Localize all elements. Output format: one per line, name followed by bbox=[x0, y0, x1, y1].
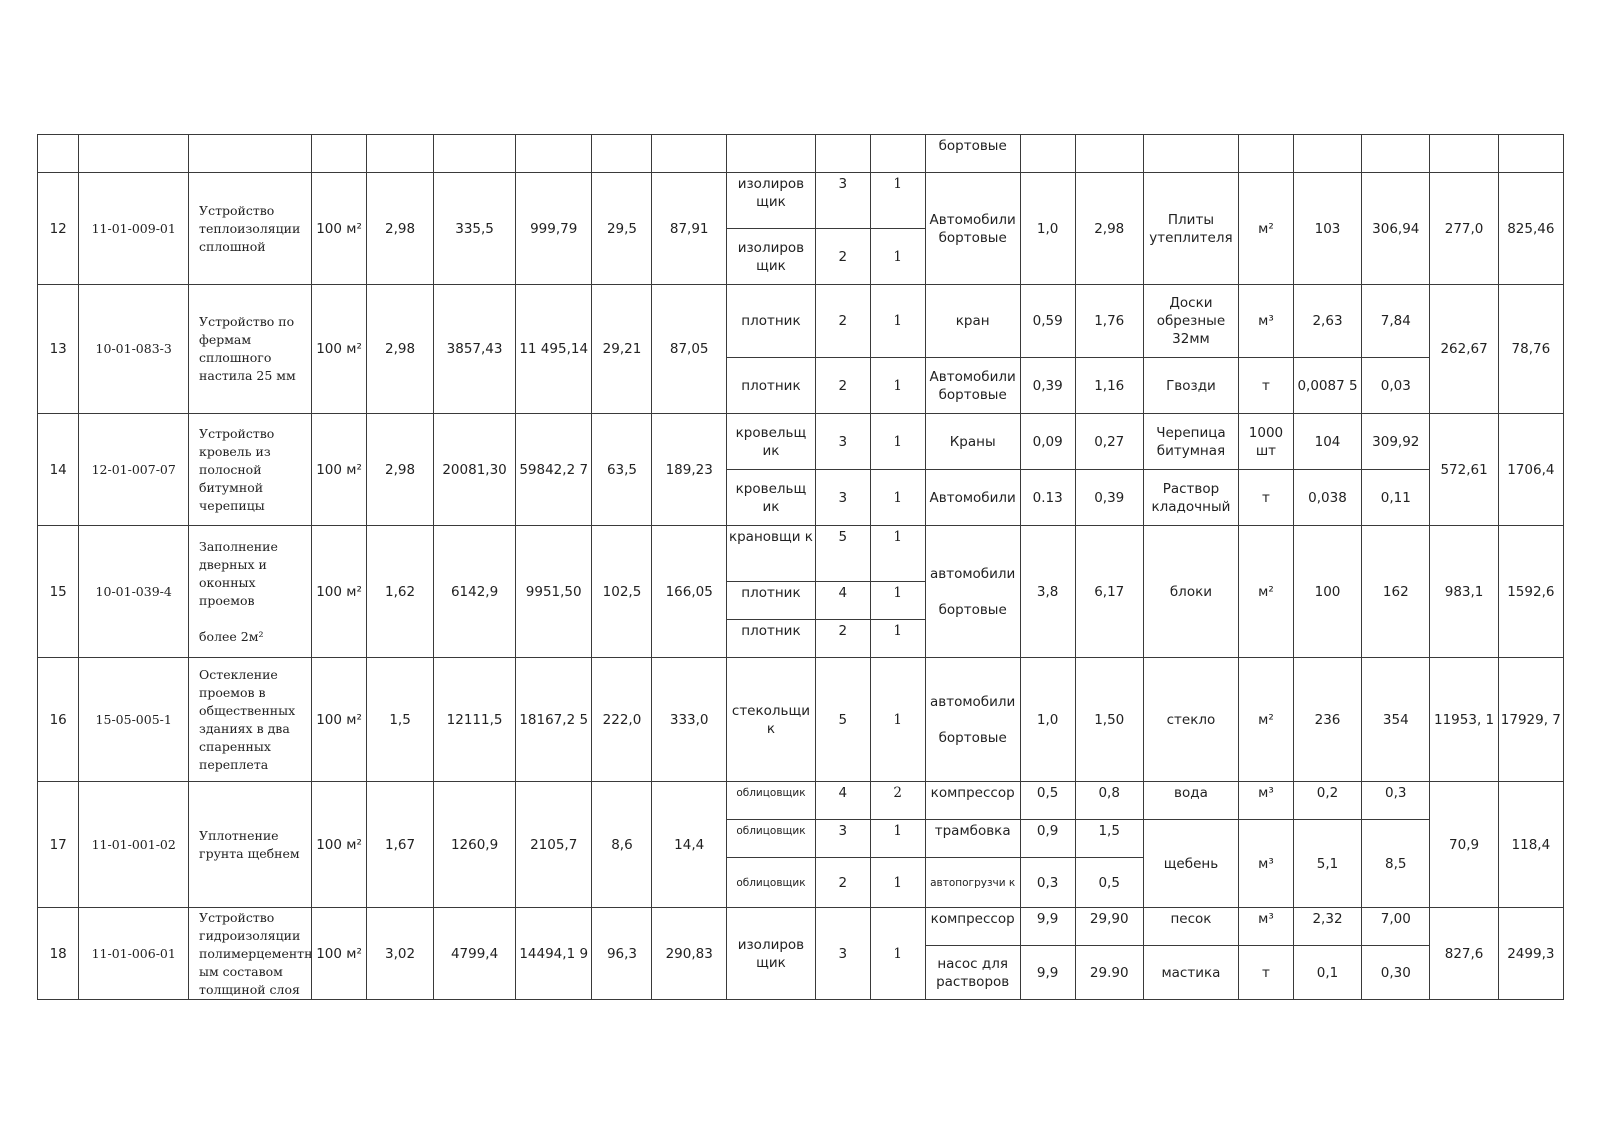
machine-name: насос для растворов bbox=[925, 946, 1020, 1000]
machine-total: 29.90 bbox=[1075, 946, 1143, 1000]
machine-name: автопогрузчи к bbox=[925, 858, 1020, 908]
machine-per-unit: 0,3 bbox=[1020, 858, 1075, 908]
worker-count: 2 bbox=[870, 782, 925, 820]
cell bbox=[366, 135, 433, 173]
labor-per-unit: 8,6 bbox=[592, 782, 652, 908]
machine-name: кран bbox=[925, 285, 1020, 358]
total-cost: 18167,2 5 bbox=[515, 658, 592, 782]
unit: 100 м² bbox=[312, 526, 367, 658]
cell bbox=[1498, 135, 1563, 173]
machine-total: 1,76 bbox=[1075, 285, 1143, 358]
machine-name: трамбовка bbox=[925, 820, 1020, 858]
material-unit-cost: 11953, 1 bbox=[1430, 658, 1498, 782]
worker-profession: изолиров щик bbox=[726, 173, 815, 229]
cell bbox=[726, 135, 815, 173]
cell bbox=[1293, 135, 1361, 173]
material-total: 0,30 bbox=[1362, 946, 1430, 1000]
worker-grade: 3 bbox=[815, 414, 870, 470]
row-number: 12 bbox=[38, 173, 79, 285]
desc-extra: более 2м² bbox=[199, 628, 264, 644]
machine-per-unit: 0.13 bbox=[1020, 470, 1075, 526]
desc-main: Заполнение дверных и оконных проемов bbox=[199, 538, 278, 608]
unit: 100 м² bbox=[312, 782, 367, 908]
unit-cost: 4799,4 bbox=[434, 908, 516, 1000]
quantity: 1,62 bbox=[366, 526, 433, 658]
machine-name: компрессор bbox=[925, 782, 1020, 820]
material-total: 0,3 bbox=[1362, 782, 1430, 820]
cell bbox=[652, 135, 726, 173]
material-per-unit: 236 bbox=[1293, 658, 1361, 782]
material-total: 7,00 bbox=[1362, 908, 1430, 946]
material-per-unit: 0,2 bbox=[1293, 782, 1361, 820]
worker-grade: 3 bbox=[815, 908, 870, 1000]
cell bbox=[1430, 135, 1498, 173]
machine-per-unit: 1,0 bbox=[1020, 658, 1075, 782]
machine-name: Автомобили bbox=[925, 470, 1020, 526]
norm-code: 10-01-083-3 bbox=[79, 285, 189, 414]
cell bbox=[1143, 135, 1238, 173]
norm-code: 11-01-001-02 bbox=[79, 782, 189, 908]
machine-total: 0,39 bbox=[1075, 470, 1143, 526]
machine-per-unit: 0,9 bbox=[1020, 820, 1075, 858]
material-unit-cost: 827,6 bbox=[1430, 908, 1498, 1000]
labor-total: 290,83 bbox=[652, 908, 726, 1000]
material-total: 306,94 bbox=[1362, 173, 1430, 285]
unit-cost: 12111,5 bbox=[434, 658, 516, 782]
worker-count: 1 bbox=[870, 526, 925, 582]
worker-profession: плотник bbox=[726, 358, 815, 414]
total-cost: 11 495,14 bbox=[515, 285, 592, 414]
material-total-cost: 2499,3 bbox=[1498, 908, 1563, 1000]
material-name: мастика bbox=[1143, 946, 1238, 1000]
cell bbox=[815, 135, 870, 173]
material-name: песок bbox=[1143, 908, 1238, 946]
worker-grade: 4 bbox=[815, 782, 870, 820]
worker-profession: плотник bbox=[726, 582, 815, 620]
worker-profession: кровельщ ик bbox=[726, 414, 815, 470]
material-name: блоки bbox=[1143, 526, 1238, 658]
material-total: 309,92 bbox=[1362, 414, 1430, 470]
table-row-18 bbox=[38, 908, 1564, 946]
worker-count: 1 bbox=[870, 173, 925, 229]
worker-count: 1 bbox=[870, 414, 925, 470]
machine-per-unit: 0,09 bbox=[1020, 414, 1075, 470]
table-row-17 bbox=[38, 782, 1564, 820]
work-description: Устройство гидроизоляции полимерцементн ым составом толщиной слоя bbox=[189, 908, 312, 1000]
labor-per-unit: 29,21 bbox=[592, 285, 652, 414]
material-unit-cost: 70,9 bbox=[1430, 782, 1498, 908]
worker-profession: стекольщи к bbox=[726, 658, 815, 782]
worker-profession: облицовщик bbox=[726, 858, 815, 908]
material-unit: м² bbox=[1239, 173, 1294, 285]
machine-per-unit: 0,39 bbox=[1020, 358, 1075, 414]
material-name: Гвозди bbox=[1143, 358, 1238, 414]
estimate-table bbox=[37, 134, 1564, 1000]
row-number: 15 bbox=[38, 526, 79, 658]
machine-name-line2: бортовые bbox=[938, 729, 1007, 746]
material-total-cost: 825,46 bbox=[1498, 173, 1563, 285]
work-description bbox=[189, 526, 312, 658]
worker-count: 1 bbox=[870, 858, 925, 908]
material-unit: т bbox=[1239, 358, 1294, 414]
machine-total: 1,5 bbox=[1075, 820, 1143, 858]
material-per-unit: 0,0087 5 bbox=[1293, 358, 1361, 414]
total-cost: 999,79 bbox=[515, 173, 592, 285]
labor-per-unit: 63,5 bbox=[592, 414, 652, 526]
worker-count: 1 bbox=[870, 908, 925, 1000]
unit-cost: 6142,9 bbox=[434, 526, 516, 658]
machine-name bbox=[925, 526, 1020, 658]
material-name: Плиты утеплителя bbox=[1143, 173, 1238, 285]
machine-total: 29,90 bbox=[1075, 908, 1143, 946]
material-per-unit: 100 bbox=[1293, 526, 1361, 658]
material-total-cost: 1592,6 bbox=[1498, 526, 1563, 658]
norm-code: 11-01-009-01 bbox=[79, 173, 189, 285]
worker-grade: 3 bbox=[815, 820, 870, 858]
quantity: 2,98 bbox=[366, 285, 433, 414]
table-row-12 bbox=[38, 173, 1564, 229]
worker-count: 1 bbox=[870, 358, 925, 414]
labor-total: 14,4 bbox=[652, 782, 726, 908]
labor-total: 87,91 bbox=[652, 173, 726, 285]
worker-grade: 2 bbox=[815, 358, 870, 414]
machine-total: 0,27 bbox=[1075, 414, 1143, 470]
material-name: щебень bbox=[1143, 820, 1238, 908]
table-row-15 bbox=[38, 526, 1564, 582]
quantity: 3,02 bbox=[366, 908, 433, 1000]
machine-total: 1,16 bbox=[1075, 358, 1143, 414]
machine-name: Краны bbox=[925, 414, 1020, 470]
cell bbox=[1075, 135, 1143, 173]
cell bbox=[515, 135, 592, 173]
machine-name bbox=[925, 658, 1020, 782]
machine-name-line1: автомобили bbox=[930, 693, 1016, 710]
worker-grade: 2 bbox=[815, 285, 870, 358]
table-row-13 bbox=[38, 285, 1564, 358]
material-unit: м² bbox=[1239, 526, 1294, 658]
material-total: 162 bbox=[1362, 526, 1430, 658]
unit-cost: 335,5 bbox=[434, 173, 516, 285]
table-row-14 bbox=[38, 414, 1564, 470]
cell bbox=[434, 135, 516, 173]
machine-name-line1: автомобили bbox=[930, 565, 1016, 582]
cell bbox=[38, 135, 79, 173]
norm-code: 11-01-006-01 bbox=[79, 908, 189, 1000]
work-description: Устройство теплоизоляции сплошной bbox=[189, 173, 312, 285]
labor-total: 189,23 bbox=[652, 414, 726, 526]
material-unit: м³ bbox=[1239, 782, 1294, 820]
unit-cost: 3857,43 bbox=[434, 285, 516, 414]
work-description: Уплотнение грунта щебнем bbox=[189, 782, 312, 908]
machine-per-unit: 3,8 bbox=[1020, 526, 1075, 658]
machine-per-unit: 9,9 bbox=[1020, 946, 1075, 1000]
worker-grade: 2 bbox=[815, 858, 870, 908]
norm-code: 12-01-007-07 bbox=[79, 414, 189, 526]
labor-total: 87,05 bbox=[652, 285, 726, 414]
machine-per-unit: 9,9 bbox=[1020, 908, 1075, 946]
machine-name: Автомобили бортовые bbox=[925, 358, 1020, 414]
material-per-unit: 103 bbox=[1293, 173, 1361, 285]
norm-code: 10-01-039-4 bbox=[79, 526, 189, 658]
worker-grade: 5 bbox=[815, 658, 870, 782]
material-total-cost: 17929, 7 bbox=[1498, 658, 1563, 782]
row-number: 18 bbox=[38, 908, 79, 1000]
labor-per-unit: 102,5 bbox=[592, 526, 652, 658]
machine-per-unit: 1,0 bbox=[1020, 173, 1075, 285]
worker-profession: облицовщик bbox=[726, 782, 815, 820]
material-unit: т bbox=[1239, 470, 1294, 526]
unit: 100 м² bbox=[312, 285, 367, 414]
work-description: Остекление проемов в общественных зданиях в два спаренных переплета bbox=[189, 658, 312, 782]
worker-count: 1 bbox=[870, 620, 925, 658]
material-unit-cost: 277,0 bbox=[1430, 173, 1498, 285]
cell bbox=[1362, 135, 1430, 173]
material-total-cost: 1706,4 bbox=[1498, 414, 1563, 526]
material-unit: м³ bbox=[1239, 285, 1294, 358]
material-name: Раствор кладочный bbox=[1143, 470, 1238, 526]
quantity: 1,5 bbox=[366, 658, 433, 782]
total-cost: 59842,2 7 bbox=[515, 414, 592, 526]
unit: 100 м² bbox=[312, 173, 367, 285]
cell bbox=[312, 135, 367, 173]
quantity: 1,67 bbox=[366, 782, 433, 908]
machine-name-line2: бортовые bbox=[938, 601, 1007, 618]
row-number: 14 bbox=[38, 414, 79, 526]
worker-grade: 3 bbox=[815, 470, 870, 526]
machine-total: 0,5 bbox=[1075, 858, 1143, 908]
machine-per-unit: 0,59 bbox=[1020, 285, 1075, 358]
material-unit: м³ bbox=[1239, 820, 1294, 908]
cell bbox=[79, 135, 189, 173]
total-cost: 2105,7 bbox=[515, 782, 592, 908]
worker-profession: кровельщ ик bbox=[726, 470, 815, 526]
material-unit: м³ bbox=[1239, 908, 1294, 946]
labor-total: 333,0 bbox=[652, 658, 726, 782]
material-name: вода bbox=[1143, 782, 1238, 820]
labor-per-unit: 29,5 bbox=[592, 173, 652, 285]
machine-total: 0,8 bbox=[1075, 782, 1143, 820]
material-name: Доски обрезные 32мм bbox=[1143, 285, 1238, 358]
worker-profession: изолиров щик bbox=[726, 908, 815, 1000]
cell bbox=[1020, 135, 1075, 173]
material-unit: т bbox=[1239, 946, 1294, 1000]
material-unit: м² bbox=[1239, 658, 1294, 782]
machine-name: компрессор bbox=[925, 908, 1020, 946]
worker-count: 1 bbox=[870, 820, 925, 858]
cell bbox=[189, 135, 312, 173]
machine-total: 6,17 bbox=[1075, 526, 1143, 658]
machine-total: 1,50 bbox=[1075, 658, 1143, 782]
material-unit-cost: 983,1 bbox=[1430, 526, 1498, 658]
unit: 100 м² bbox=[312, 414, 367, 526]
row-number: 13 bbox=[38, 285, 79, 414]
material-per-unit: 2,32 bbox=[1293, 908, 1361, 946]
machine-total: 2,98 bbox=[1075, 173, 1143, 285]
labor-per-unit: 96,3 bbox=[592, 908, 652, 1000]
material-total: 354 bbox=[1362, 658, 1430, 782]
work-description: Устройство по фермам сплошного настила 25 мм bbox=[189, 285, 312, 414]
worker-profession: плотник bbox=[726, 620, 815, 658]
worker-grade: 5 bbox=[815, 526, 870, 582]
row-number: 16 bbox=[38, 658, 79, 782]
worker-count: 1 bbox=[870, 658, 925, 782]
machine-name: бортовые bbox=[925, 135, 1020, 173]
material-total-cost: 118,4 bbox=[1498, 782, 1563, 908]
total-cost: 9951,50 bbox=[515, 526, 592, 658]
cell bbox=[870, 135, 925, 173]
worker-grade: 2 bbox=[815, 229, 870, 285]
quantity: 2,98 bbox=[366, 173, 433, 285]
material-total: 0,11 bbox=[1362, 470, 1430, 526]
labor-per-unit: 222,0 bbox=[592, 658, 652, 782]
worker-profession: изолиров щик bbox=[726, 229, 815, 285]
table-row-16 bbox=[38, 658, 1564, 782]
material-per-unit: 5,1 bbox=[1293, 820, 1361, 908]
worker-count: 1 bbox=[870, 582, 925, 620]
material-per-unit: 104 bbox=[1293, 414, 1361, 470]
material-per-unit: 0,1 bbox=[1293, 946, 1361, 1000]
worker-grade: 4 bbox=[815, 582, 870, 620]
material-unit-cost: 262,67 bbox=[1430, 285, 1498, 414]
worker-count: 1 bbox=[870, 470, 925, 526]
cell bbox=[592, 135, 652, 173]
table-row-continuation bbox=[38, 135, 1564, 173]
worker-grade: 3 bbox=[815, 173, 870, 229]
unit: 100 м² bbox=[312, 908, 367, 1000]
material-total: 0,03 bbox=[1362, 358, 1430, 414]
material-total-cost: 78,76 bbox=[1498, 285, 1563, 414]
material-total: 8,5 bbox=[1362, 820, 1430, 908]
material-unit: 1000 шт bbox=[1239, 414, 1294, 470]
worker-profession: облицовщик bbox=[726, 820, 815, 858]
worker-count: 1 bbox=[870, 285, 925, 358]
machine-per-unit: 0,5 bbox=[1020, 782, 1075, 820]
unit: 100 м² bbox=[312, 658, 367, 782]
quantity: 2,98 bbox=[366, 414, 433, 526]
material-total: 7,84 bbox=[1362, 285, 1430, 358]
cell bbox=[1239, 135, 1294, 173]
norm-code: 15-05-005-1 bbox=[79, 658, 189, 782]
worker-grade: 2 bbox=[815, 620, 870, 658]
labor-total: 166,05 bbox=[652, 526, 726, 658]
material-name: Черепица битумная bbox=[1143, 414, 1238, 470]
worker-count: 1 bbox=[870, 229, 925, 285]
material-per-unit: 0,038 bbox=[1293, 470, 1361, 526]
material-unit-cost: 572,61 bbox=[1430, 414, 1498, 526]
total-cost: 14494,1 9 bbox=[515, 908, 592, 1000]
row-number: 17 bbox=[38, 782, 79, 908]
worker-profession: плотник bbox=[726, 285, 815, 358]
material-name: стекло bbox=[1143, 658, 1238, 782]
machine-name: Автомобили бортовые bbox=[925, 173, 1020, 285]
unit-cost: 20081,30 bbox=[434, 414, 516, 526]
work-description: Устройство кровель из полосной битумной черепицы bbox=[189, 414, 312, 526]
worker-profession: крановщи к bbox=[726, 526, 815, 582]
material-per-unit: 2,63 bbox=[1293, 285, 1361, 358]
unit-cost: 1260,9 bbox=[434, 782, 516, 908]
